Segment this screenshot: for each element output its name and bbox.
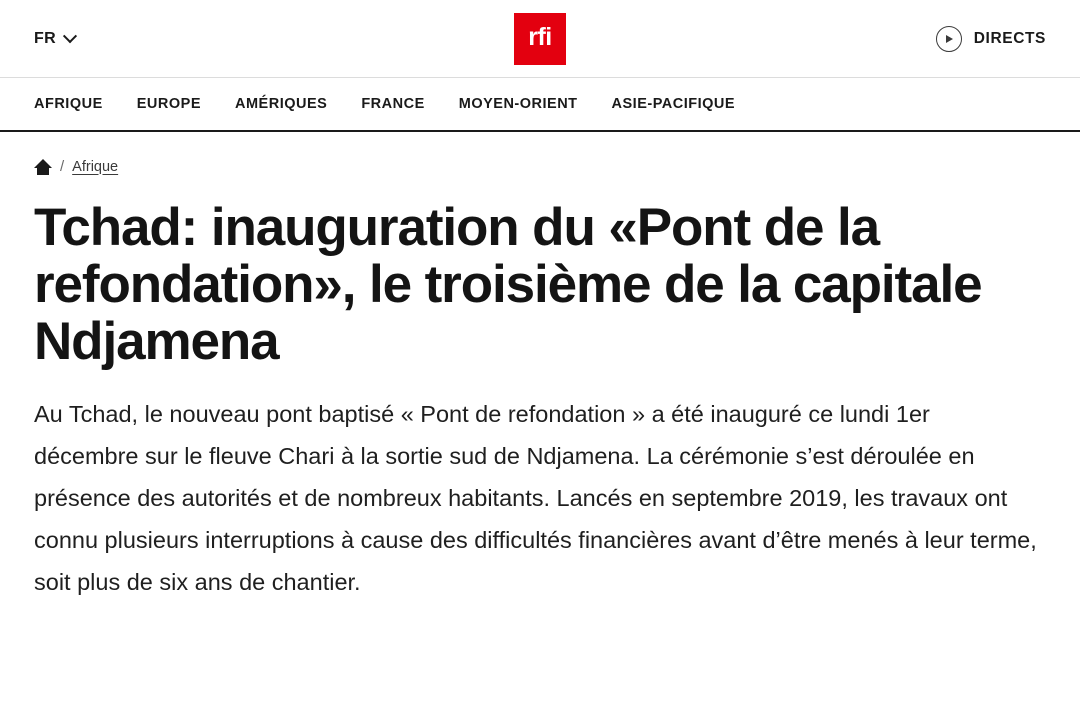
play-circle-icon [936,26,962,52]
nav-item-ameriques[interactable]: AMÉRIQUES [235,96,328,112]
main-navigation [0,78,1080,132]
nav-item-france[interactable]: FRANCE [361,96,425,112]
site-header [0,0,1080,78]
rfi-logo-text: rfi [528,23,552,51]
nav-item-moyen-orient[interactable]: MOYEN-ORIENT [458,96,578,112]
home-icon[interactable] [34,159,52,175]
breadcrumb-separator: / [60,158,65,175]
nav-item-afrique[interactable]: AFRIQUE [34,96,103,112]
article-standfirst: Au Tchad, le nouveau pont baptisé « Pont de refondation » a été inauguré ce lundi 1er décembre sur le fleuve Chari à la sortie sud de Ndjamena. La cérémonie s’est déroulée en présence des autorités et de nombreux habitants. Lancés en septembre 2019, les travaux ont connu plusieurs interruptions à cause des difficultés financières avant d’être menés à leur terme, soit plus de six ans de chantier. [34,400,1037,595]
breadcrumb [34,158,1046,175]
language-label: FR [34,29,56,47]
nav-item-europe[interactable]: EUROPE [136,96,201,112]
directs-button[interactable] [936,26,1046,52]
language-selector[interactable] [34,30,75,48]
nav-item-asie-pacifique[interactable]: ASIE-PACIFIQUE [611,96,736,112]
page-title: Tchad: inauguration du «Pont de la refondation», le troisième de la capitale Ndjamena [34,198,982,372]
directs-label: DIRECTS [973,29,1046,47]
article-container [0,158,1080,603]
chevron-down-icon [63,29,77,43]
rfi-logo[interactable] [514,13,566,65]
breadcrumb-link-afrique[interactable]: Afrique [72,158,119,175]
